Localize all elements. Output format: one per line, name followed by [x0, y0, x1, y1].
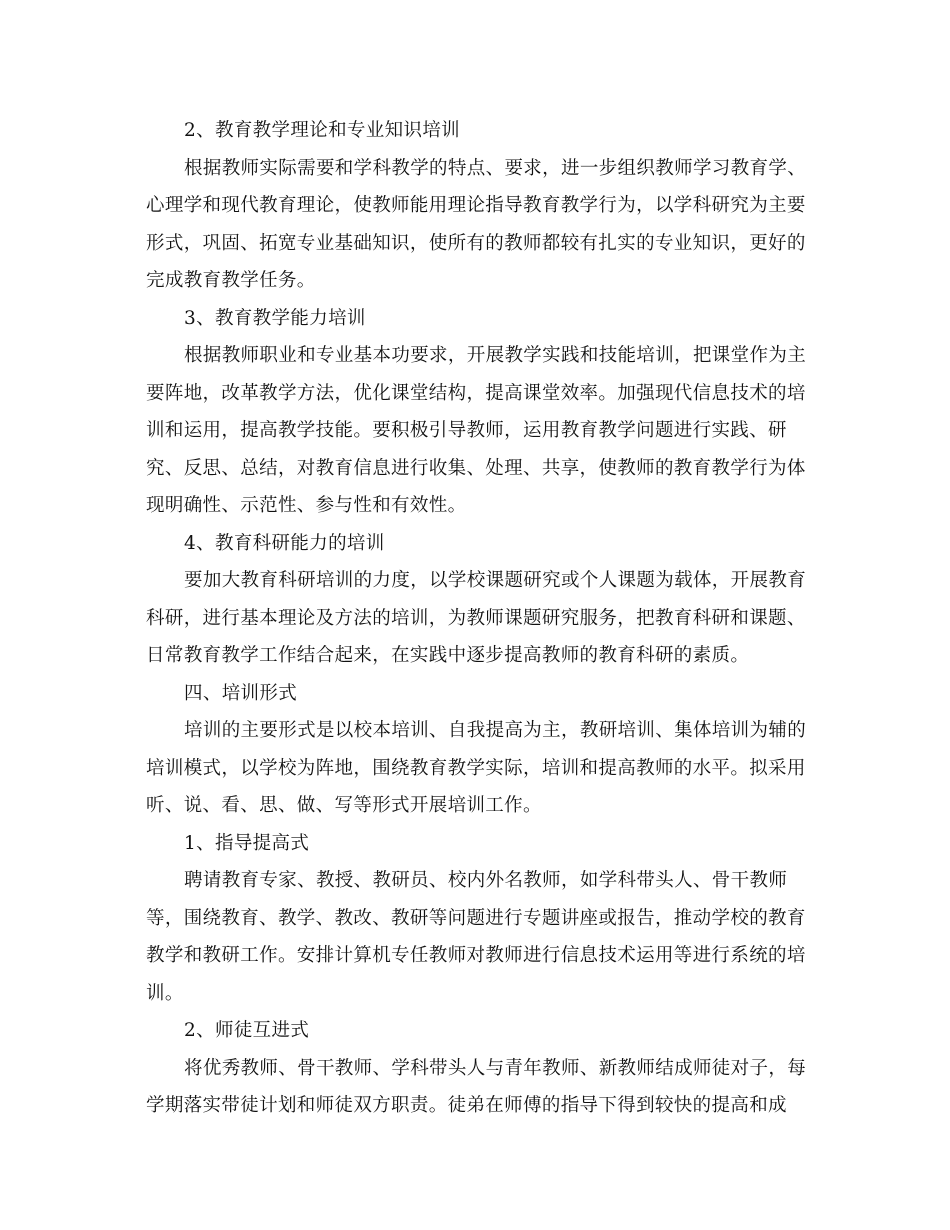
paragraph-first-line: 将优秀教师、骨干教师、学科带头人与青年教师、新教师结成师徒对子，每 [184, 1057, 807, 1079]
paragraph-first-line: 3、教育教学能力培训 [184, 307, 366, 329]
paragraph-line: 学期落实带徒计划和师徒双方职责。徒弟在师傅的指导下得到较快的提高和成 [146, 1095, 787, 1116]
paragraph-first-line: 根据教师职业和专业基本功要求，开展教学实践和技能培训，把课堂作为主 [184, 345, 807, 366]
paragraph-line: 培训模式，以学校为阵地，围绕教育教学实际，培训和提高教师的水平。拟采用 [146, 757, 806, 779]
paragraph-first-line: 四、培训形式 [184, 682, 298, 704]
document-body [146, 112, 806, 1125]
paragraph-line: 究、反思、总结，对教育信息进行收集、处理、共享，使教师的教育教学行为体 [146, 457, 806, 479]
paragraph-line: 等，围绕教育、教学、教改、教研等问题进行专题讲座或报告，推动学校的教育 [146, 907, 806, 929]
paragraph-line: 现明确性、示范性、参与性和有效性。 [146, 495, 467, 516]
paragraph-line: 教学和教研工作。安排计算机专任教师对教师进行信息技术运用等进行系统的培 [146, 945, 806, 966]
paragraph-first-line: 要加大教育科研培训的力度，以学校课题研究或个人课题为载体，开展教育 [184, 570, 807, 591]
paragraph-line: 完成教育教学任务。 [146, 270, 316, 291]
paragraph-line: 科研，进行基本理论及方法的培训，为教师课题研究服务，把教育科研和课题、 [146, 607, 806, 629]
paragraph-line: 听、说、看、思、做、写等形式开展培训工作。 [146, 795, 542, 816]
paragraph-line: 日常教育教学工作结合起来，在实践中逐步提高教师的教育科研的素质。 [146, 645, 750, 666]
paragraph-line: 要阵地，改革教学方法，优化课堂结构，提高课堂效率。加强现代信息技术的培 [146, 382, 806, 404]
paragraph-first-line: 2、师徒互进式 [184, 1020, 310, 1041]
paragraph-first-line: 2、教育教学理论和专业知识培训 [184, 120, 461, 141]
paragraph-line: 心理学和现代教育理论，使教师能用理论指导教育教学行为，以学科研究为主要 [146, 195, 806, 216]
paragraph-line: 训。 [146, 982, 184, 1004]
paragraph-line: 形式，巩固、拓宽专业基础知识，使所有的教师都较有扎实的专业知识，更好的 [146, 232, 806, 254]
paragraph-first-line: 1、指导提高式 [184, 832, 310, 854]
paragraph-first-line: 聘请教育专家、教授、教研员、校内外名教师，如学科带头人、骨干教师 [184, 870, 788, 891]
paragraph-first-line: 培训的主要形式是以校本培训、自我提高为主，教研培训、集体培训为辅的 [184, 720, 807, 741]
paragraph-first-line: 4、教育科研能力的培训 [184, 532, 385, 554]
paragraph-first-line: 根据教师实际需要和学科教学的特点、要求，进一步组织教师学习教育学、 [184, 157, 807, 179]
paragraph-line: 训和运用，提高教学技能。要积极引导教师，运用教育教学问题进行实践、研 [146, 420, 787, 441]
